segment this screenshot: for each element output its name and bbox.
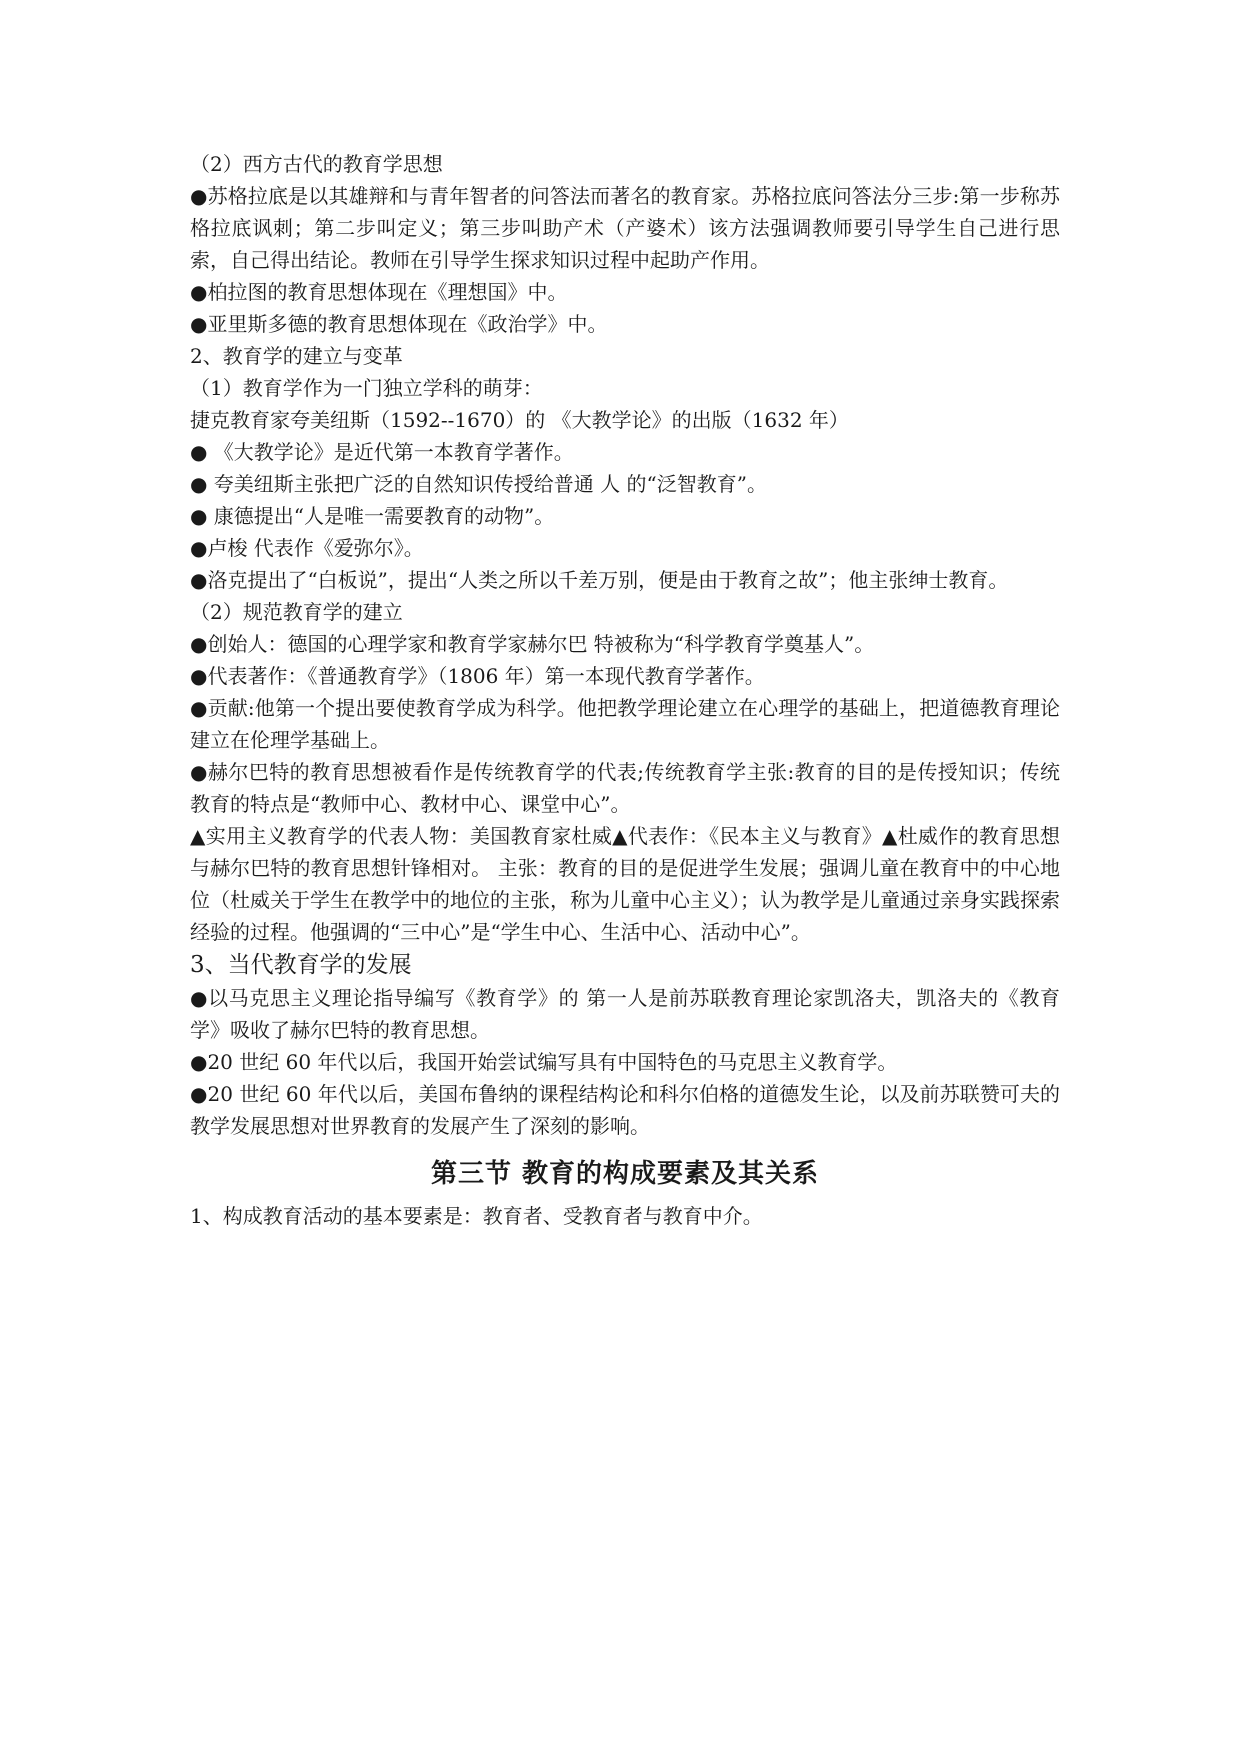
heading-western-ancient: （2）西方古代的教育学思想 — [190, 152, 443, 176]
paragraph-pansophism: ● 夸美纽斯主张把广泛的自然知识传授给普通 人 的“泛智教育”。 — [190, 472, 767, 496]
heading-establishment: 2、教育学的建立与变革 — [190, 344, 403, 368]
paragraph-locke: ●洛克提出了“白板说”，提出“人类之所以千差万别，便是由于教育之故”；他主张绅士教育。 — [190, 568, 1009, 592]
section-title: 第三节 教育的构成要素及其关系 — [430, 1159, 820, 1189]
paragraph-china-60s: ●20 世纪 60 年代以后，我国开始尝试编写具有中国特色的马克思主义教育学。 — [190, 1050, 898, 1074]
paragraph-bruner: ●20 世纪 60 年代以后，美国布鲁纳的课程结构论和科尔伯格的道德发生论，以及前苏联赞可夫的教学发展思想对世界教育的发展产生了深刻的影响。 — [190, 1082, 1060, 1138]
heading-contemporary: 3、当代教育学的发展 — [190, 952, 412, 978]
paragraph-herbart-traditional: ●赫尔巴特的教育思想被看作是传统教育学的代表;传统教育学主张:教育的目的是传授知识；传统教育的特点是“教师中心、教材中心、课堂中心”。 — [190, 760, 1060, 816]
paragraph-great-didactic: ● 《大教学论》是近代第一本教育学著作。 — [190, 440, 574, 464]
paragraph-rousseau: ●卢梭 代表作《爱弥尔》。 — [190, 536, 424, 560]
paragraph-socrates: ●苏格拉底是以其雄辩和与青年智者的问答法而著名的教育家。苏格拉底问答法分三步:第一步称苏格拉底讽刺；第二步叫定义；第三步叫助产术（产婆术）该方法强调教师要引导学生自己进行思索，自己得出结论。教师在引导学生探求知识过程中起助产作用。 — [190, 184, 1060, 272]
paragraph-elements: 1、构成教育活动的基本要素是：教育者、受教育者与教育中介。 — [190, 1204, 763, 1228]
paragraph-comenius: 捷克教育家夸美纽斯（1592--1670）的 《大教学论》的出版（1632 年） — [190, 408, 849, 432]
paragraph-dewey: ▲实用主义教育学的代表人物：美国教育家杜威▲代表作：《民本主义与教育》▲杜威作的教育思想与赫尔巴特的教育思想针锋相对。 主张：教育的目的是促进学生发展；强调儿童在教育中的中心地位（杜威关于学生在教学中的地位的主张，称为儿童中心主义）；认为教学是儿童通过亲身实践探索经验的过程。他强调的“三中心”是“学生中心、生活中心、活动中心”。 — [190, 824, 1060, 944]
paragraph-kant: ● 康德提出“人是唯一需要教育的动物”。 — [190, 504, 555, 528]
heading-normative: （2）规范教育学的建立 — [190, 600, 403, 624]
paragraph-kairov: ●以马克思主义理论指导编写《教育学》的 第一人是前苏联教育理论家凯洛夫，凯洛夫的《教育学》吸收了赫尔巴特的教育思想。 — [190, 986, 1060, 1042]
document-page — [190, 148, 1060, 1232]
paragraph-works: ●代表著作：《普通教育学》（1806 年）第一本现代教育学著作。 — [190, 664, 765, 688]
paragraph-plato: ●柏拉图的教育思想体现在《理想国》中。 — [190, 280, 568, 304]
paragraph-founder: ●创始人：德国的心理学家和教育学家赫尔巴 特被称为“科学教育学奠基人”。 — [190, 632, 875, 656]
paragraph-contribution: ●贡献:他第一个提出要使教育学成为科学。他把教学理论建立在心理学的基础上，把道德教育理论建立在伦理学基础上。 — [190, 696, 1060, 752]
paragraph-aristotle: ●亚里斯多德的教育思想体现在《政治学》中。 — [190, 312, 608, 336]
heading-sprout: （1）教育学作为一门独立学科的萌芽： — [190, 376, 543, 400]
